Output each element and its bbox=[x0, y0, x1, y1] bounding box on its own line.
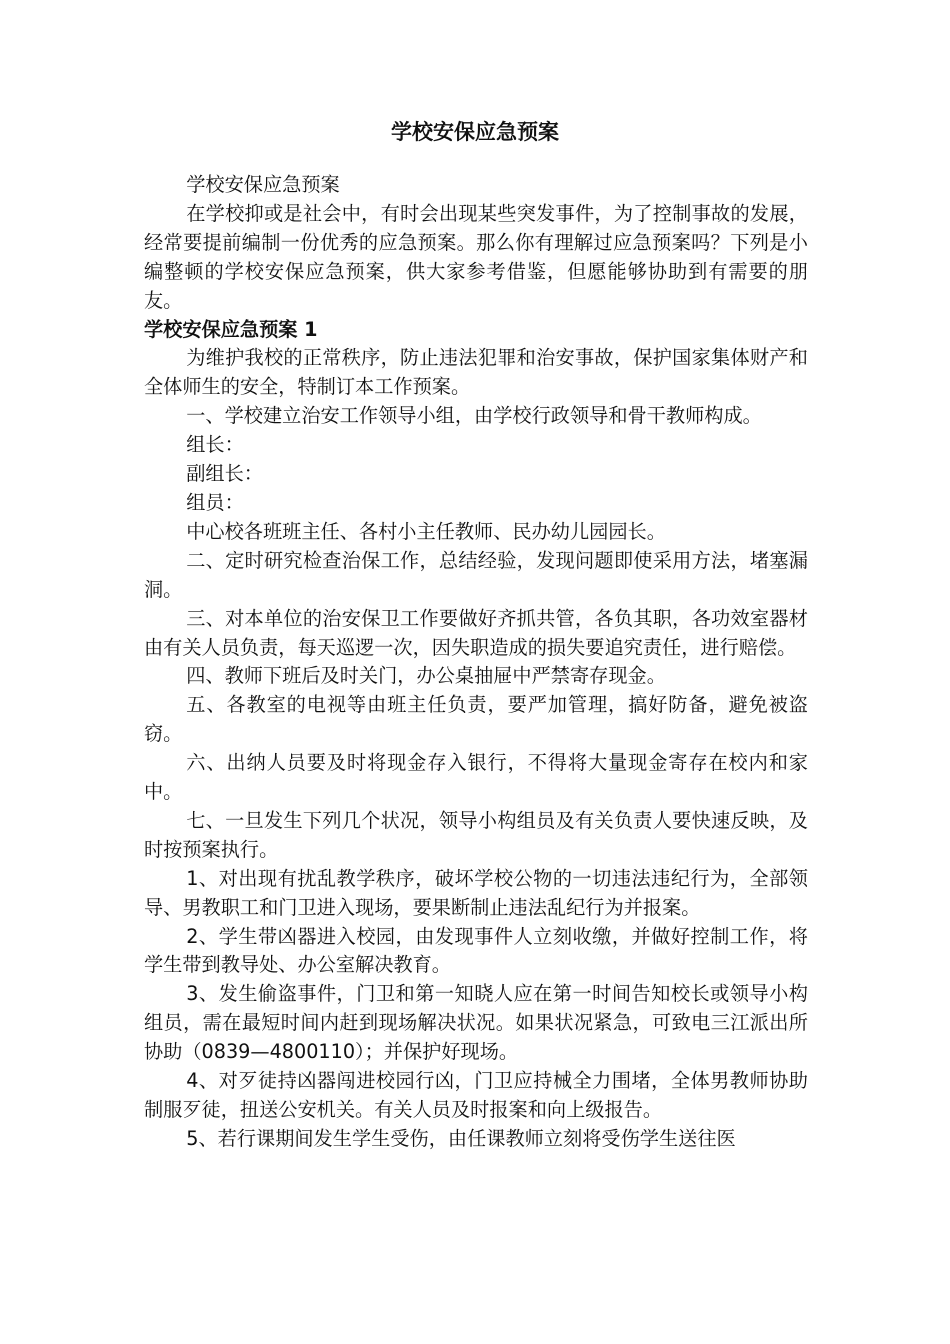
section-heading: 学校安保应急预案 1 bbox=[144, 317, 318, 341]
paragraph: 五、各教室的电视等由班主任负责，要严加管理，搞好防备，避免被盗窃。 bbox=[144, 693, 808, 746]
paragraph: 为维护我校的正常秩序，防止违法犯罪和治安事故，保护国家集体财产和全体师生的安全，特制订本工作预案。 bbox=[144, 346, 808, 399]
paragraph: 4、对歹徒持凶器闯进校园行凶，门卫应持械全力围堵，全体男教师协助制服歹徒，扭送公安机关。有关人员及时报案和向上级报告。 bbox=[144, 1069, 808, 1121]
paragraph-deputy-leader: 副组长： bbox=[186, 462, 263, 486]
paragraph: 六、出纳人员要及时将现金存入银行，不得将大量现金寄存在校内和家中。 bbox=[144, 751, 808, 804]
paragraph: 中心校各班班主任、各村小主任教师、民办幼儿园园长。 bbox=[186, 519, 666, 543]
document-title: 学校安保应急预案 bbox=[391, 120, 559, 144]
paragraph-intro: 在学校抑或是社会中，有时会出现某些突发事件，为了控制事故的发展，经常要提前编制一份优秀的应急预案。那么你有理解过应急预案吗？下列是小编整顿的学校安保应急预案，供大家参考借鉴，但愿能够协助到有需要的朋友。 bbox=[144, 201, 808, 312]
document-body bbox=[144, 171, 808, 1154]
paragraph-members: 组员： bbox=[186, 490, 244, 514]
paragraph: 三、对本单位的治安保卫工作要做好齐抓共管，各负其职，各功效室器材由有关人员负责，每天巡逻一次，因失职造成的损失要追究责任，进行赔偿。 bbox=[144, 606, 808, 659]
paragraph: 四、教师下班后及时关门，办公桌抽屉中严禁寄存现金。 bbox=[186, 664, 666, 688]
paragraph: 5、若行课期间发生学生受伤，由任课教师立刻将受伤学生送往医 bbox=[186, 1126, 736, 1150]
paragraph-subtitle: 学校安保应急预案 bbox=[186, 173, 340, 196]
paragraph-leader: 组长： bbox=[186, 433, 244, 457]
paragraph: 七、一旦发生下列几个状况，领导小构组员及有关负责人要快速反映，及时按预案执行。 bbox=[144, 808, 808, 861]
paragraph: 二、定时研究检查治保工作，总结经验，发现问题即使采用方法，堵塞漏洞。 bbox=[144, 548, 808, 601]
paragraph: 1、对出现有扰乱教学秩序，破坏学校公物的一切违法违纪行为，全部领导、男教职工和门卫进入现场，要果断制止违法乱纪行为并报案。 bbox=[144, 866, 808, 919]
paragraph: 2、学生带凶器进入校园，由发现事件人立刻收缴，并做好控制工作，将学生带到教导处、办公室解决教育。 bbox=[144, 924, 808, 977]
paragraph: 3、发生偷盗事件，门卫和第一知晓人应在第一时间告知校长或领导小构组员，需在最短时间内赶到现场解决状况。如果状况紧急，可致电三江派出所协助（0839—4800110）；并保护好现场。 bbox=[144, 982, 808, 1064]
paragraph: 一、学校建立治安工作领导小组，由学校行政领导和骨干教师构成。 bbox=[186, 404, 762, 428]
